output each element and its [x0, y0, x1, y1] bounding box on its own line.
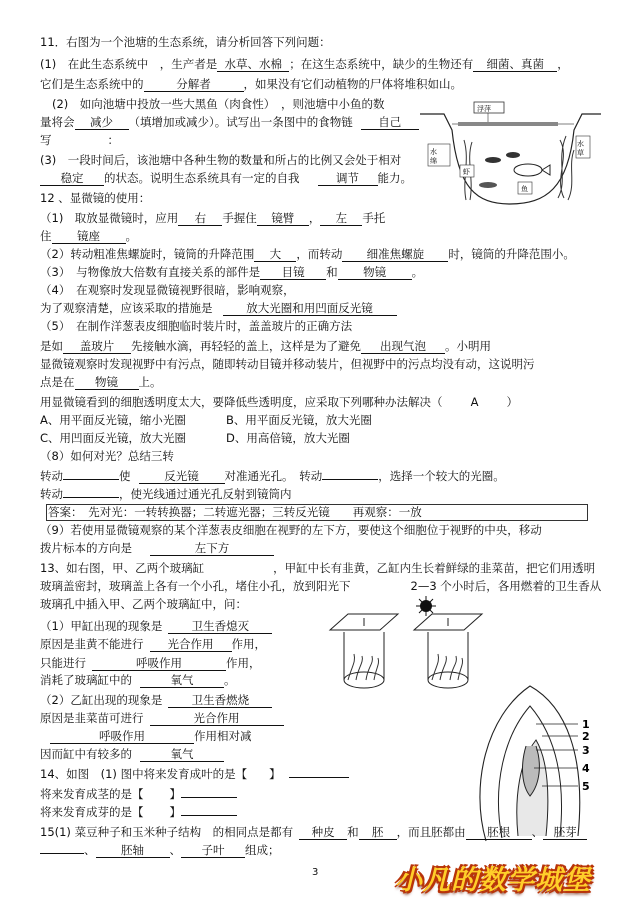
q12-text: （3） 与物像放大倍数有直接关系的部件是: [40, 265, 261, 279]
label-shrimp: 虾: [463, 168, 470, 176]
q11-text: 能力。: [377, 171, 412, 185]
q13-text: 作用相对减: [194, 729, 252, 743]
q12-text: 住: [40, 229, 52, 243]
q15-answer-hypocotyl: 胚轴: [96, 843, 170, 858]
q12-line16: [40, 541, 274, 556]
q13-p1: [40, 619, 272, 634]
q11-text: 它们是生态系统中的: [40, 77, 144, 91]
q12-answer-objective: 物镜: [338, 265, 412, 280]
q11-text: ：: [107, 133, 119, 147]
q11-text: 写: [40, 133, 52, 147]
q12-line1: [40, 211, 385, 226]
q12-text: 手托: [362, 211, 386, 225]
q13-answer-photosynthesis-2: 光合作用: [150, 711, 284, 726]
q12-text: 点是在: [40, 375, 75, 389]
seed-label-3: 3: [582, 744, 590, 757]
q12-answer-bubbles: 出现气泡: [361, 339, 445, 354]
label-water-left: 水: [430, 148, 437, 156]
q13-p1c: [40, 656, 261, 671]
q13-p2d: [40, 747, 224, 762]
q12-line4: [40, 265, 423, 280]
q12-text: 。小明用: [445, 339, 491, 353]
q12-line11: [40, 395, 518, 409]
q13-answer-oxygen-2: 氧气: [140, 747, 224, 762]
q12-answer-arm: 镜臂: [257, 211, 309, 226]
q13-text: 消耗了玻璃缸中的: [40, 673, 132, 687]
q13-text: 。: [224, 673, 236, 687]
q11-text: ，如果没有它们动植物的尸体将堆积如山。: [243, 77, 462, 91]
q13-text: （1）甲缸出现的现象是: [40, 619, 163, 633]
q12-text: 为了观察清楚，应该采取的措施是: [40, 301, 213, 315]
q12-answer-fine-focus: 细准焦螺旋: [342, 247, 448, 262]
q14-blank: [181, 797, 237, 798]
q12-line9: 显微镜观察时发现视野中有污点，随即转动目镜并移动装片，但视野中的污点均没有动，这说明污: [40, 357, 535, 371]
q12-line14: [40, 487, 292, 501]
q14-blank: [289, 777, 349, 778]
q12-text: 上。: [138, 375, 162, 389]
q15-answer-embryo: 胚: [359, 825, 397, 840]
q11-answer-chain: 自己: [361, 115, 419, 130]
q12-answer-base: 镜座: [52, 229, 126, 244]
q13-answer-oxygen: 氧气: [140, 673, 224, 688]
q11-line2: [40, 77, 462, 92]
svg-text:草: 草: [577, 149, 584, 157]
q13-text: 2—3 个小时后，各用燃着的卫生香从: [410, 579, 602, 593]
q12-text: 手握住: [222, 211, 257, 225]
q13-answer-extinguish: 卫生香熄灭: [168, 619, 272, 634]
q13-text: 作用，: [231, 637, 266, 651]
q12-text: ，: [308, 211, 321, 225]
q12-text: （2）转动粗准焦螺旋时，镜筒的升降范围: [40, 247, 255, 261]
q11-text: （填增加或减少）。试写出一条图中的食物链: [128, 115, 353, 129]
seed-label-1: 1: [582, 718, 590, 731]
q12-line5: （4） 在观察时发现显微镜视野很暗，影响观察，: [40, 283, 295, 297]
q14-text: 】: [169, 787, 181, 801]
q15-line2: [40, 843, 280, 858]
q14-text: 14、如图 (1) 图中将来发育成叶的是【: [40, 767, 248, 781]
q15-line1: [40, 825, 587, 840]
q12-text: 。: [125, 229, 137, 243]
q11-title: 11．右图为一个池塘的生态系统，请分析回答下列问题：: [40, 35, 331, 49]
seed-section-figure: [456, 676, 616, 846]
sun-icon: [416, 596, 436, 616]
q13-text: （2）乙缸出现的现象是: [40, 693, 163, 707]
q12-text: 对准通光孔。 转动: [224, 469, 323, 483]
q11-text: 量将会: [40, 115, 75, 129]
q12-answer-objective-lens: 物镜: [75, 375, 139, 390]
q12-answer-mirror: 反光镜: [139, 469, 225, 484]
q12-text: （1) 取放显微镜时，应用: [40, 211, 179, 225]
q13-p2c: [40, 729, 252, 744]
seed-label-5: 5: [582, 780, 590, 793]
q12-line3: [40, 247, 575, 262]
q12-answer-left: 左: [320, 211, 362, 226]
q11-answer-missing: 细菌、真菌: [473, 57, 557, 72]
q14-text: 将来发育成茎的是【: [40, 787, 144, 801]
q12-answer-brighten: 放大光圈和用凹面反光镜: [223, 301, 397, 316]
q13-text: 玻璃盖密封，玻璃盖上各有一个小孔，堵住小孔，放到阳光下: [40, 579, 351, 593]
q12-line8: [40, 339, 491, 354]
q14-line1: [40, 767, 349, 781]
svg-text:绵: 绵: [430, 157, 437, 165]
q11-line6: (3) 一段时间后，该池塘中各种生物的数量和所占的比例又会处于相对: [40, 153, 402, 167]
q14-text: 】: [269, 767, 281, 781]
q11-text: ，: [557, 57, 569, 71]
jar-a: [330, 614, 398, 688]
q12-blank: [63, 497, 119, 498]
q11-answer-decomposer: 分解者: [144, 77, 244, 92]
q11-text: (1) 在此生态系统中 ，生产者是: [40, 57, 218, 71]
q13-p2: [40, 693, 272, 708]
q12-tip: 答案： 先对光：一转转换器；二转遮光器；三转反光镜 再观察：一放: [48, 505, 422, 519]
q13-line3: 玻璃孔中插入甲、乙两个玻璃缸中，问：: [40, 597, 247, 611]
q13-answer-burn: 卫生香燃烧: [168, 693, 272, 708]
seed-label-2: 2: [582, 730, 590, 743]
label-float: 浮萍: [477, 105, 491, 113]
q12-answer-coverslip: 盖玻片: [63, 339, 131, 354]
q15-text: 和: [347, 825, 359, 839]
q12-text: 拨片标本的方向是: [40, 541, 132, 555]
q14-line2: [40, 787, 237, 801]
q12-text: ，而转动: [296, 247, 343, 261]
q12-text: 时，镜筒的升降范围小。: [448, 247, 575, 261]
q12-option-b: B、用平面反光镜，放大光圈: [226, 413, 372, 427]
q11-line4: [40, 115, 419, 130]
q12-text: 先接触水滴，再轻轻的盖上，这样是为了避免: [131, 339, 361, 353]
q14-line3: [40, 805, 237, 819]
label-water-right: 水: [577, 140, 584, 148]
q11-line1: [40, 57, 569, 72]
q12-text: 。: [411, 265, 424, 279]
watermark-logo: 小凡的数学城堡: [395, 865, 591, 896]
q12-title: 12 、显微镜的使用：: [40, 191, 151, 205]
q13-p1d: [40, 673, 236, 688]
q12-answer-direction: 左下方: [150, 541, 274, 556]
page-number: 3: [312, 867, 319, 878]
q11-answer-regulate: 调节: [318, 171, 378, 186]
q12-answer-eyepiece: 目镜: [260, 265, 326, 280]
q15-text: ，而且胚都由: [396, 825, 466, 839]
q12-answer-choice: A: [470, 395, 479, 409]
q12-option-c: C、用凹面反光镜，放大光圈: [40, 431, 187, 445]
q13-line2: [40, 579, 601, 593]
q12-answer-big: 大: [254, 247, 296, 262]
q13-line1: 13、如右图，甲、乙两个玻璃缸 ，甲缸中长有韭黄，乙缸内生长着鲜绿的韭菜苗，把它们用透明: [40, 561, 596, 575]
q12-text: 用显微镜看到的细胞透明度太大，要降低些透明度，应采取下列哪种办法解决（: [40, 395, 443, 409]
q12-line2: [40, 229, 137, 244]
q14-text: 将来发育成芽的是【: [40, 805, 144, 819]
q12-blank: [63, 479, 119, 480]
seed-label-4: 4: [582, 762, 590, 775]
q12-line12: （8）如何对光？总结三转: [40, 449, 174, 463]
q12-answer-right: 右: [178, 211, 222, 226]
q11-answer-producers: 水草、水棉: [217, 57, 289, 72]
q15-blank: [40, 853, 84, 854]
q12-text: 转动: [40, 487, 63, 501]
q13-p2b: [40, 711, 284, 726]
q13-answer-respiration-2: 呼吸作用: [50, 729, 194, 744]
q15-text: 、: [84, 843, 96, 857]
q12-option-d: D、用高倍镜，放大光圈: [226, 431, 350, 445]
q12-line6: [40, 301, 397, 316]
q12-line13: [40, 469, 505, 484]
q12-text: 是如: [40, 339, 63, 353]
q12-text: 使: [119, 469, 131, 483]
q15-text: 、: [169, 843, 181, 857]
q14-text: 】: [169, 805, 181, 819]
q12-text: ，选择一个较大的光圈。: [378, 469, 505, 483]
q14-blank: [181, 815, 237, 816]
q13-text: 原因是韭菜苗可进行: [40, 711, 144, 725]
q11-line5: [40, 133, 119, 147]
q11-text: 的状态。说明生态系统具有一定的自我: [104, 171, 300, 185]
q12-text: ）: [506, 395, 518, 409]
q13-answer-respiration: 呼吸作用: [92, 656, 226, 671]
q12-line10: [40, 375, 162, 390]
q12-text: 和: [326, 265, 338, 279]
q15-answer-radicle: 胚根: [466, 825, 532, 840]
q15-text: 15(1) 菜豆种子和玉米种子结构 的相同点是都有: [40, 825, 294, 839]
q12-line15: （9）若使用显微镜观察的某个洋葱表皮细胞在视野的左下方，要使这个细胞位于视野的中央，移动: [40, 523, 542, 537]
q12-option-a: A、用平面反光镜，缩小光圈: [40, 413, 186, 427]
pond-ecosystem-figure: [418, 100, 603, 210]
label-fish: 鱼: [521, 185, 528, 193]
q12-line7: （5） 在制作洋葱表皮细胞临时装片时，盖盖玻片的正确方法: [40, 319, 353, 333]
q11-answer-stable: 稳定: [40, 171, 104, 186]
q12-blank: [322, 479, 378, 480]
q13-text: 作用，: [226, 656, 261, 670]
q12-text: ，使光线通过通光孔反射到镜筒内: [119, 487, 292, 501]
q15-answer-plumule: 胚芽: [543, 825, 587, 840]
q13-answer-photosynthesis: 光合作用: [150, 637, 232, 652]
q11-line3: (2) 如向池塘中投放一些大黑鱼（肉食性） ，则池塘中小鱼的数: [52, 97, 385, 111]
q15-text: 组成；: [245, 843, 280, 857]
q13-text: 因而缸中有较多的: [40, 747, 132, 761]
q11-answer-reduce: 减少: [75, 115, 129, 130]
q13-text: 原因是韭黄不能进行: [40, 637, 144, 651]
q15-text: 、: [531, 825, 544, 839]
q13-p1b: [40, 637, 266, 652]
q11-text: ；在这生态系统中，缺少的生物还有: [289, 57, 474, 71]
q11-line7: [40, 171, 412, 186]
q12-text: 转动: [40, 469, 63, 483]
q15-answer-seedcoat: 种皮: [299, 825, 347, 840]
q15-answer-cotyledon: 子叶: [181, 843, 245, 858]
q13-text: 只能进行: [40, 656, 86, 670]
